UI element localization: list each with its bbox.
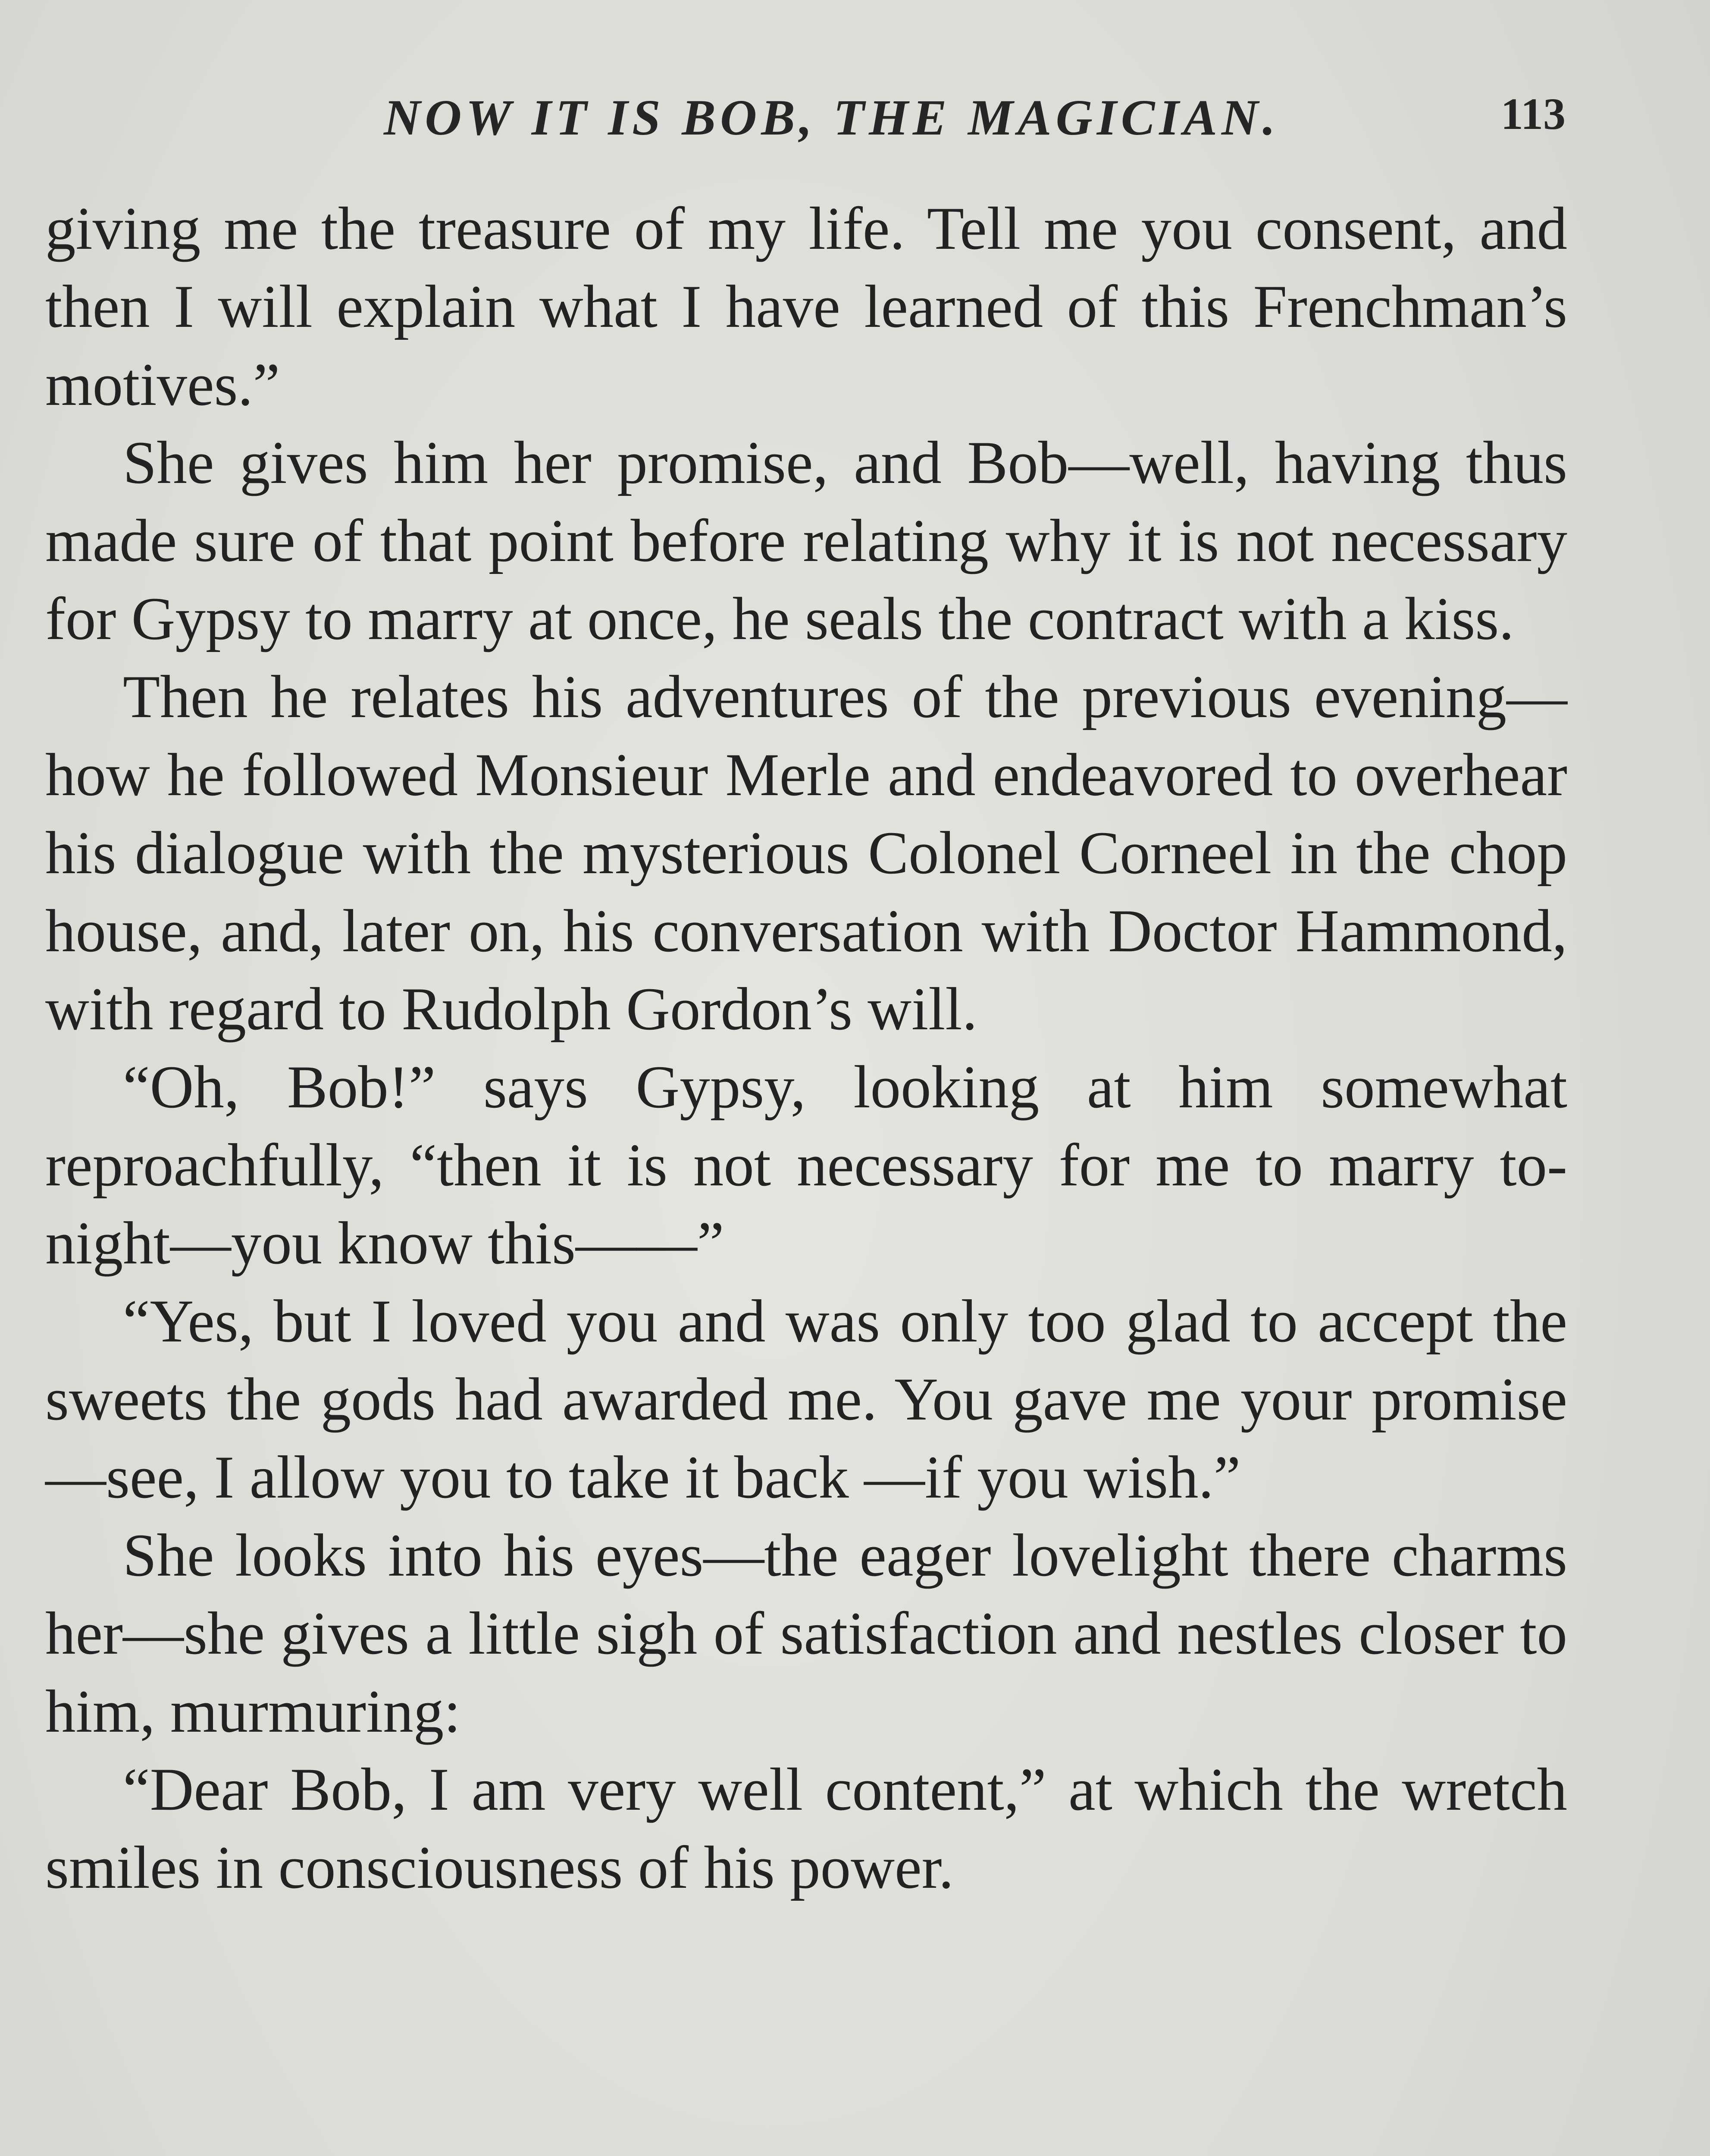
running-header: [0, 88, 1710, 153]
body-text: [45, 190, 1567, 1907]
running-title: NOW IT IS BOB, THE MAGICIAN.: [384, 89, 1280, 146]
paragraph-3: Then he relates his adventures of the previous evening—how he followed Monsieur Merle and endeavored to overhear his dialogue with the mysterious Colonel Corneel in the chop house, and, later on, his conversation with Doctor Hammond, with regard to Rudolph Gordon’s will.: [45, 663, 1567, 1043]
paragraph-6: She looks into his eyes—the eager lovelight there charms her—she gives a little sigh of satisfaction and nestles closer to him, murmuring:: [45, 1522, 1567, 1745]
paragraph-4: “Oh, Bob!” says Gypsy, looking at him somewhat reproachfully, “then it is not necessary for me to marry to-night—you know this——”: [45, 1053, 1567, 1277]
paragraph-1: giving me the treasure of my life. Tell me you consent, and then I will explain what I have learned of this Frenchman’s motives.”: [45, 195, 1567, 418]
paragraph-5: “Yes, but I loved you and was only too glad to accept the sweets the gods had awarded me. You gave me your promise—see, I allow you to take it back —if you wish.”: [45, 1288, 1567, 1511]
paragraph-7: “Dear Bob, I am very well content,” at which the wretch smiles in consciousness of his power.: [45, 1756, 1567, 1901]
page-number: 113: [1500, 89, 1566, 139]
paragraph-2: She gives him her promise, and Bob—well, having thus made sure of that point before relating why it is not necessary for Gypsy to marry at once, he seals the contract with a kiss.: [45, 429, 1567, 652]
